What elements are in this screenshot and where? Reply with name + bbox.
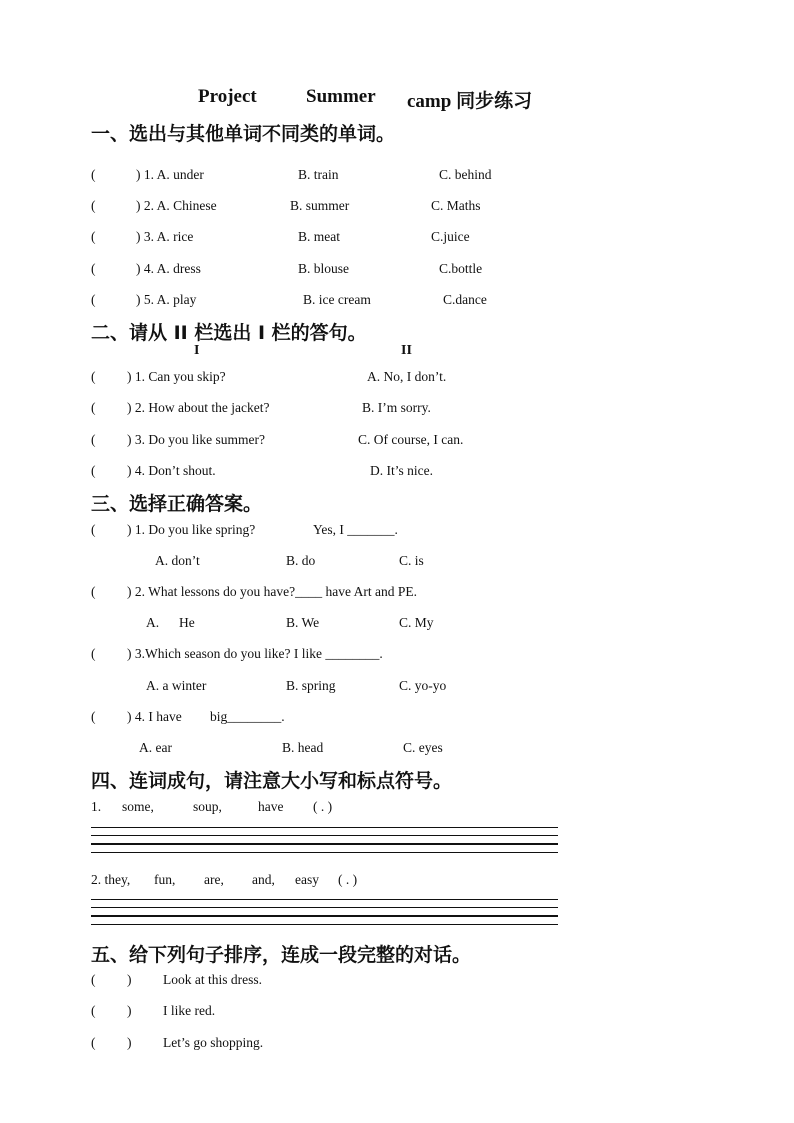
word: have [258,799,284,814]
option-c: C. eyes [403,740,443,755]
question-text: ) 3. A. rice [136,229,194,244]
writing-line [91,915,558,917]
writing-line [91,852,558,853]
answer-paren-open: ( [91,709,96,724]
word: and, [252,872,275,887]
answer-paren-open: ( [91,261,96,276]
page-title-word-summer: Summer [306,86,376,107]
question-text: ) 4. A. dress [136,261,201,276]
section-1-heading: 一、选出与其他单词不同类的单词。 [91,123,396,145]
sentence-text: I like red. [163,1003,216,1018]
option-b: B. head [282,740,324,755]
answer-blank-text: Yes, I _______. [313,522,398,537]
question-text: ) 5. A. play [136,292,197,307]
answer-paren-open: ( [91,1003,96,1018]
section-5-heading: 五、给下列句子排序，连成一段完整的对话。 [91,944,472,966]
question-text-blank: big________. [210,709,285,724]
answer-paren-close: ) [127,1035,132,1050]
punctuation-hint: ( . ) [313,799,333,814]
answer-option: D. It’s nice. [370,463,433,478]
answer-paren-open: ( [91,369,96,384]
question-text: ) 3.Which season do you like? I like ________. [127,646,383,661]
question-text: ) 3. Do you like summer? [127,432,265,447]
answer-paren-open: ( [91,1035,96,1050]
word: soup, [193,799,222,814]
option-c: C. is [399,553,424,568]
question-text: ) 2. What lessons do you have?____ have Art and PE. [127,584,417,599]
option-c: C.dance [443,292,487,307]
answer-option: A. No, I don’t. [367,369,447,384]
writing-line [91,835,558,836]
answer-paren-open: ( [91,584,96,599]
option-b: B. blouse [298,261,350,276]
option-c: C.bottle [439,261,483,276]
option-c: C.juice [431,229,470,244]
option-b: B. We [286,615,320,630]
answer-paren-close: ) [127,972,132,987]
word: some, [122,799,154,814]
answer-paren-open: ( [91,167,96,182]
answer-paren-open: ( [91,972,96,987]
word: easy [295,872,319,887]
answer-paren-open: ( [91,646,96,661]
answer-paren-open: ( [91,292,96,307]
answer-paren-open: ( [91,432,96,447]
option-b: B. meat [298,229,340,244]
option-c: C. Maths [431,198,481,213]
section-3-heading: 三、选择正确答案。 [91,493,263,515]
punctuation-hint: ( . ) [338,872,358,887]
writing-line [91,907,558,908]
option-c: C. yo-yo [399,678,447,693]
answer-paren-open: ( [91,522,96,537]
option-b: B. ice cream [303,292,371,307]
answer-paren-open: ( [91,463,96,478]
question-number: 1. [91,799,102,814]
word: fun, [154,872,176,887]
answer-option: B. I’m sorry. [362,400,431,415]
question-number-word: 2. they, [91,872,131,887]
option-a: A. a winter [146,678,207,693]
option-b: B. train [298,167,339,182]
option-a: A. don’t [155,553,200,568]
question-text: ) 4. Don’t shout. [127,463,216,478]
option-b: B. summer [290,198,350,213]
option-a-text: He [179,615,195,630]
sentence-text: Let’s go shopping. [163,1035,264,1050]
writing-line [91,924,558,925]
answer-option: C. Of course, I can. [358,432,464,447]
question-text: ) 1. Can you skip? [127,369,226,384]
answer-paren-close: ) [127,1003,132,1018]
section-2-heading: 二、请从 II 栏选出 I 栏的答句。 [91,322,367,344]
option-a: A. ear [139,740,172,755]
option-c: C. My [399,615,434,630]
option-b: B. spring [286,678,336,693]
writing-line [91,899,558,900]
answer-paren-open: ( [91,198,96,213]
option-a: A. [146,615,160,630]
sentence-text: Look at this dress. [163,972,262,987]
question-text: ) 1. Do you like spring? [127,522,256,537]
writing-line [91,827,558,828]
question-text: ) 4. I have [127,709,182,724]
option-b: B. do [286,553,316,568]
page-title-word-camp: camp 同步练习 [407,91,533,112]
column-header-i: I [194,343,200,358]
question-text: ) 2. A. Chinese [136,198,217,213]
option-c: C. behind [439,167,492,182]
answer-paren-open: ( [91,400,96,415]
section-4-heading: 四、连词成句，请注意大小写和标点符号。 [91,770,453,792]
column-header-ii: II [401,343,412,358]
page-title-word-project: Project [198,86,257,107]
word: are, [204,872,224,887]
question-text: ) 1. A. under [136,167,204,182]
answer-paren-open: ( [91,229,96,244]
question-text: ) 2. How about the jacket? [127,400,270,415]
writing-line [91,843,558,845]
